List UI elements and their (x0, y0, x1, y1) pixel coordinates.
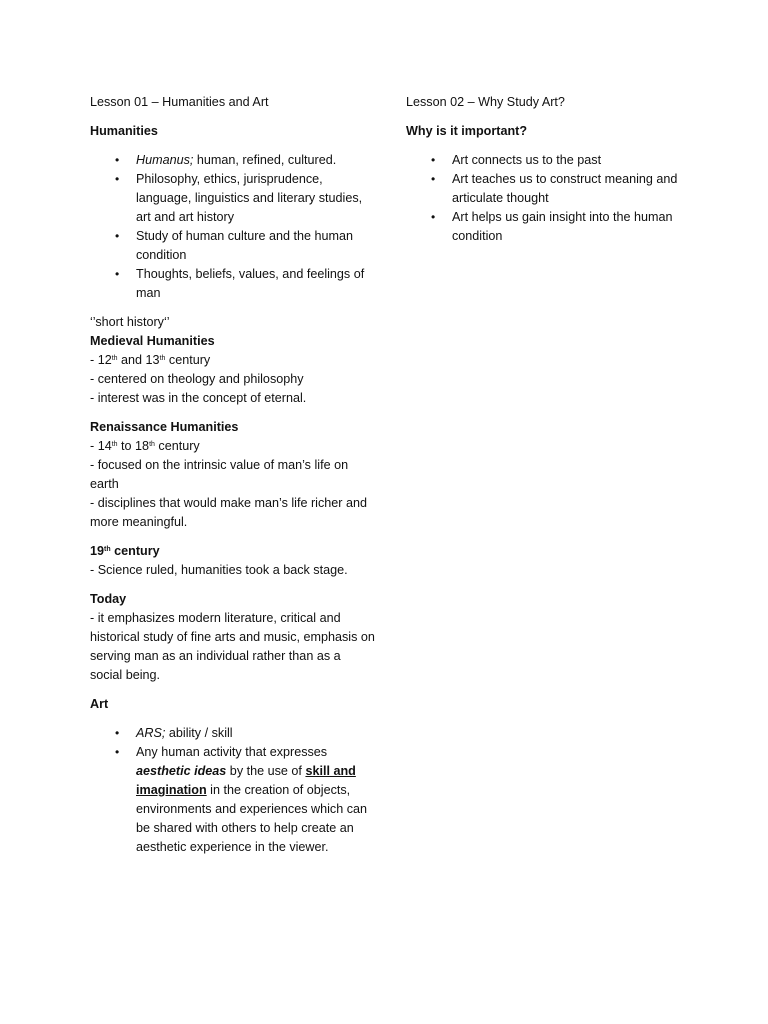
superscript: th (159, 355, 166, 362)
list-item-text: Thoughts, beliefs, values, and feelings of man (136, 267, 365, 300)
ars-term: ARS; (136, 726, 166, 740)
humanities-heading: Humanities (90, 124, 158, 138)
bullet-icon: • (115, 229, 120, 243)
text-fragment: century (110, 544, 160, 558)
humanities-list (90, 151, 375, 303)
nineteenth-century-line: - Science ruled, humanities took a back stage. (90, 563, 348, 577)
humanus-definition: human, refined, cultured. (193, 153, 337, 167)
bullet-icon: • (115, 172, 120, 186)
list-item (406, 170, 716, 208)
why-study-list (406, 151, 716, 246)
text-fragment: by the use of (226, 764, 306, 778)
lesson-01-column (90, 93, 375, 867)
bullet-icon: • (115, 726, 120, 740)
today-heading: Today (90, 592, 127, 606)
medieval-century (90, 351, 375, 370)
short-history-label: ‘’short history‘’ (90, 315, 170, 329)
superscript: th (149, 441, 155, 448)
lesson-01-title: Lesson 01 – Humanities and Art (90, 95, 269, 109)
text-fragment: - 12 (90, 353, 112, 367)
list-item-text: Art helps us gain insight into the human condition (452, 210, 673, 243)
text-fragment: to 18 (117, 439, 150, 453)
list-item (90, 265, 375, 303)
text-fragment: Any human activity that expresses (136, 745, 328, 759)
nineteenth-century-heading (90, 542, 375, 561)
today-line: - it emphasizes modern literature, critical and historical study of fine arts and music, emphasis on serving man as an individual rather than as a social being. (90, 611, 375, 682)
text-fragment: and 13 (117, 353, 160, 367)
superscript: th (111, 441, 118, 448)
list-item-text: Philosophy, ethics, jurisprudence, language, linguistics and literary studies, art and art history (136, 172, 363, 224)
list-item-text: Art teaches us to construct meaning and articulate thought (452, 172, 678, 205)
text-fragment: - 14 (90, 439, 112, 453)
list-item (90, 743, 375, 857)
lesson-02-column (406, 93, 716, 256)
ars-definition: ability / skill (165, 726, 233, 740)
why-important-heading: Why is it important? (406, 124, 528, 138)
bullet-icon: • (115, 153, 120, 167)
medieval-line-2: - centered on theology and philosophy (90, 372, 304, 386)
list-item (90, 170, 375, 227)
art-heading: Art (90, 697, 109, 711)
lesson-02-title: Lesson 02 – Why Study Art? (406, 95, 565, 109)
bullet-icon: • (431, 210, 436, 224)
text-fragment: 19 (90, 544, 105, 558)
humanus-term: Humanus; (136, 153, 194, 167)
bullet-icon: • (431, 153, 436, 167)
renaissance-line-3: - disciplines that would make man’s life richer and more meaningful. (90, 496, 367, 529)
list-item-text: Art connects us to the past (452, 153, 602, 167)
nineteenth-century-section (90, 542, 375, 580)
art-list (90, 724, 375, 857)
superscript: th (104, 546, 111, 553)
renaissance-line-2: - focused on the intrinsic value of man’s life on earth (90, 458, 349, 491)
text-fragment: in the creation of objects, environments and experiences which can be shared with others to help create an aesthetic experience in the viewer. (136, 783, 368, 854)
list-item (90, 227, 375, 265)
medieval-line-3: - interest was in the concept of eternal. (90, 391, 307, 405)
list-item (406, 151, 716, 170)
text-fragment: century (165, 353, 211, 367)
text-fragment: century (154, 439, 200, 453)
bullet-icon: • (115, 745, 120, 759)
bullet-icon: • (431, 172, 436, 186)
superscript: th (111, 355, 118, 362)
short-history-section (90, 313, 375, 408)
list-item (90, 151, 375, 170)
renaissance-heading: Renaissance Humanities (90, 420, 239, 434)
medieval-heading: Medieval Humanities (90, 334, 215, 348)
list-item (90, 724, 375, 743)
aesthetic-ideas-term: aesthetic ideas (136, 764, 227, 778)
list-item (406, 208, 716, 246)
renaissance-section (90, 418, 375, 532)
bullet-icon: • (115, 267, 120, 281)
today-section (90, 590, 375, 685)
list-item-text: Study of human culture and the human condition (136, 229, 354, 262)
skill-imagination-term: skill and imagination (136, 764, 356, 797)
renaissance-century (90, 437, 375, 456)
